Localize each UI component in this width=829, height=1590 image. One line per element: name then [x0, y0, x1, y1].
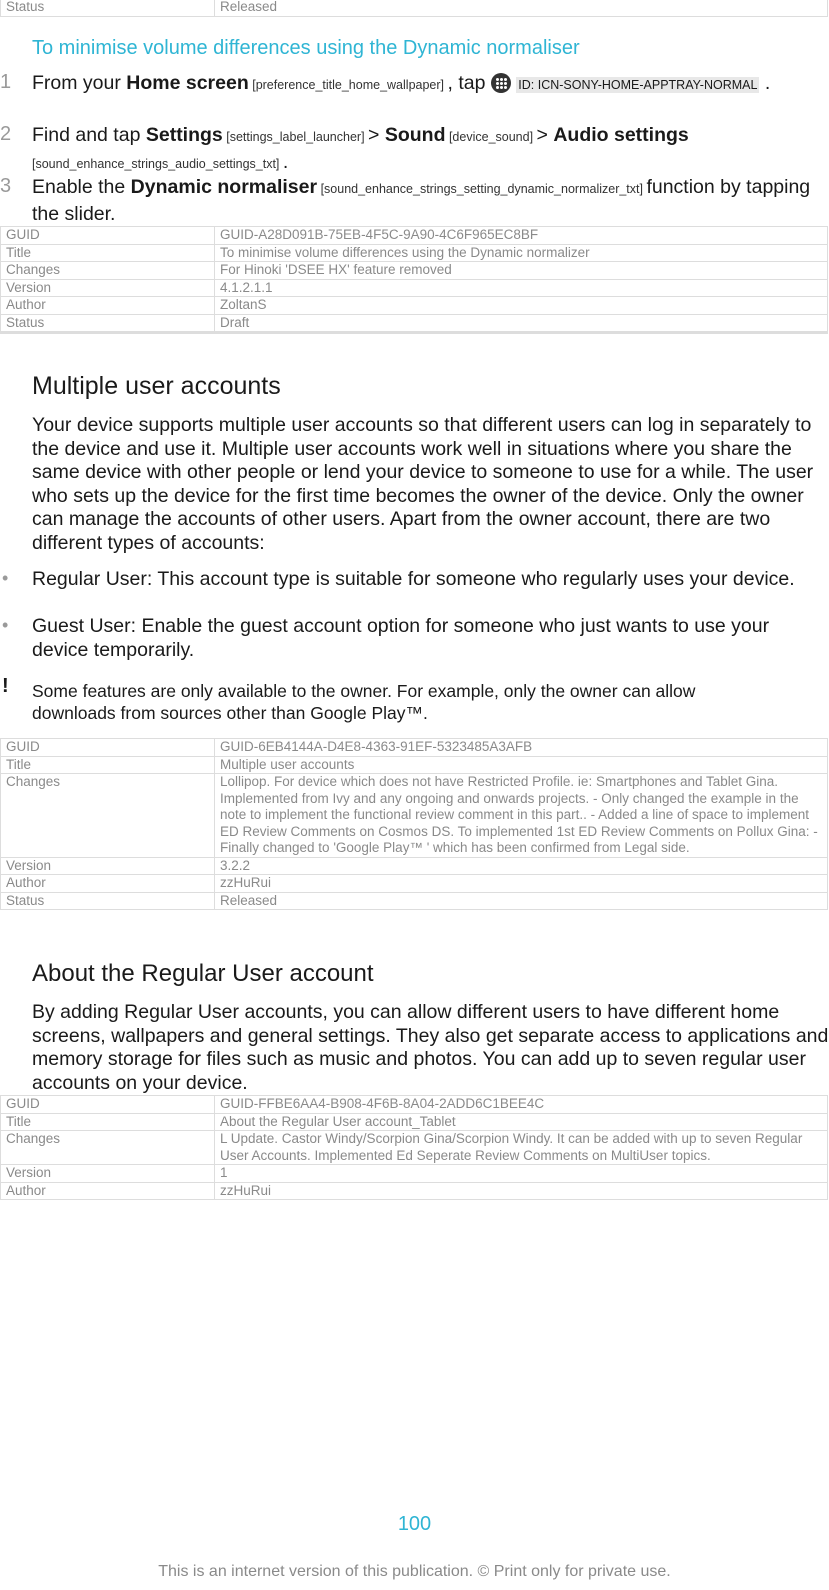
table-row: GUID GUID-A28D091B-75EB-4F5C-9A90-4C6F965EC8BF — [1, 227, 828, 245]
table-row: GUID GUID-6EB4144A-D4E8-4363-91EF-5323485A3AFB — [1, 739, 828, 757]
table-row: Author zzHuRui — [1, 1182, 828, 1200]
table-row — [1, 0, 828, 16]
step-number: 1 — [0, 71, 12, 93]
page-title: Multiple user accounts — [32, 372, 281, 400]
dynamic-metadata-table — [0, 226, 828, 334]
settings-label: Settings — [145, 124, 223, 146]
table-row: Changes Lollipop. For device which does not have Restricted Profile. ie: Smartphones and Tablet Gina. Implemented from Ivy and any ongoing and onwards projects. - Only changed the example in the note to implement the functional review comment in this part.. - Added a line of space to implement ED Review Comments on Cosmos DS. To implemented 1st ED Review Comments on Pollux Gina: - Finally changed to 'Google Play™ ' which has been confirmed from Legal side. — [1, 774, 828, 858]
top-metadata-table — [0, 0, 828, 17]
table-row: Changes For Hinoki 'DSEE HX' feature removed — [1, 262, 828, 280]
table-row: Title To minimise volume differences using the Dynamic normalizer — [1, 244, 828, 262]
icon-id-label: ID: ICN-SONY-HOME-APPTRAY-NORMAL — [518, 78, 758, 92]
regular-user-paragraph: By adding Regular User accounts, you can allow different users to have different home screens, wallpapers and general settings. They also get separate access to applications and memory storage for files such as music and photos. You can add up to seven regular user accounts on your device. — [32, 1001, 829, 1094]
table-row: Version 3.2.2 — [1, 857, 828, 875]
table-row: Title About the Regular User account_Tablet — [1, 1113, 828, 1131]
regular-user-metadata-table — [0, 1095, 828, 1200]
table-row: GUID GUID-FFBE6AA4-B908-4F6B-8A04-2ADD6C1BEE4C — [1, 1096, 828, 1114]
list-item: Guest User: Enable the guest account option for someone who just wants to use your device temporarily. — [32, 615, 770, 661]
step-3: Enable the Dynamic normaliser [sound_enhance_strings_setting_dynamic_normalizer_txt] function by tapping the slider. — [32, 176, 811, 225]
app-tray-icon — [491, 73, 511, 93]
table-row: Status Draft — [1, 314, 828, 333]
step-1: From your Home screen [preference_title_home_wallpaper] , tap ID: ICN-SONY-HOME-APPTRAY-NORMAL . — [32, 72, 771, 94]
note-text: Some features are only available to the owner. For example, only the owner can allow downloads from sources other than Google Play™. — [32, 681, 696, 723]
table-row: Author zzHuRui — [1, 875, 828, 893]
step-number: 3 — [0, 175, 12, 197]
page-number: 100 — [397, 1513, 432, 1535]
bullet-icon: • — [2, 568, 9, 588]
footer-note: This is an internet version of this publication. © Print only for private use. — [158, 1563, 671, 1580]
list-item: Regular User: This account type is suitable for someone who regularly uses your device. — [32, 568, 795, 590]
sound-label: Sound — [384, 124, 446, 146]
audio-settings-label: Audio settings — [553, 124, 689, 146]
intro-paragraph: Your device supports multiple user accounts so that different users can log in separately to the device and use it. Multiple user accounts work well in situations where you share the same device with other people or lend your device to someone to use for a while. The user who sets up the device for the first time becomes the owner of the device. Only the owner can manage the accounts of other users. Apart from the owner account, there are two different types of accounts: — [32, 414, 814, 554]
step-2: Find and tap Settings [settings_label_launcher] > Sound [device_sound] > Audio settings [sound_enhance_strings_audio_settings_txt] . — [32, 124, 689, 173]
section-heading: About the Regular User account — [32, 960, 374, 987]
warning-icon: ! — [2, 675, 9, 697]
table-row: Changes L Update. Castor Windy/Scorpion Gina/Scorpion Windy. It can be added with up to seven Regular User Accounts. Implemented Ed Seperate Review Comments on MultiUser topics. — [1, 1131, 828, 1165]
dynamic-normaliser-label: Dynamic normaliser — [130, 176, 318, 198]
step-number: 2 — [0, 123, 12, 145]
home-screen-label: Home screen — [126, 72, 249, 94]
table-row: Version 1 — [1, 1165, 828, 1183]
section-heading: To minimise volume differences using the Dynamic normaliser — [32, 37, 580, 59]
table-row: Author ZoltanS — [1, 297, 828, 315]
table-row: Version 4.1.2.1.1 — [1, 279, 828, 297]
table-row: Status Released — [1, 892, 828, 910]
table-row: Title Multiple user accounts — [1, 756, 828, 774]
meta-key: Status — [1, 0, 215, 16]
multi-user-metadata-table — [0, 738, 828, 910]
meta-value: Released — [215, 0, 828, 16]
bullet-icon: • — [2, 615, 9, 635]
